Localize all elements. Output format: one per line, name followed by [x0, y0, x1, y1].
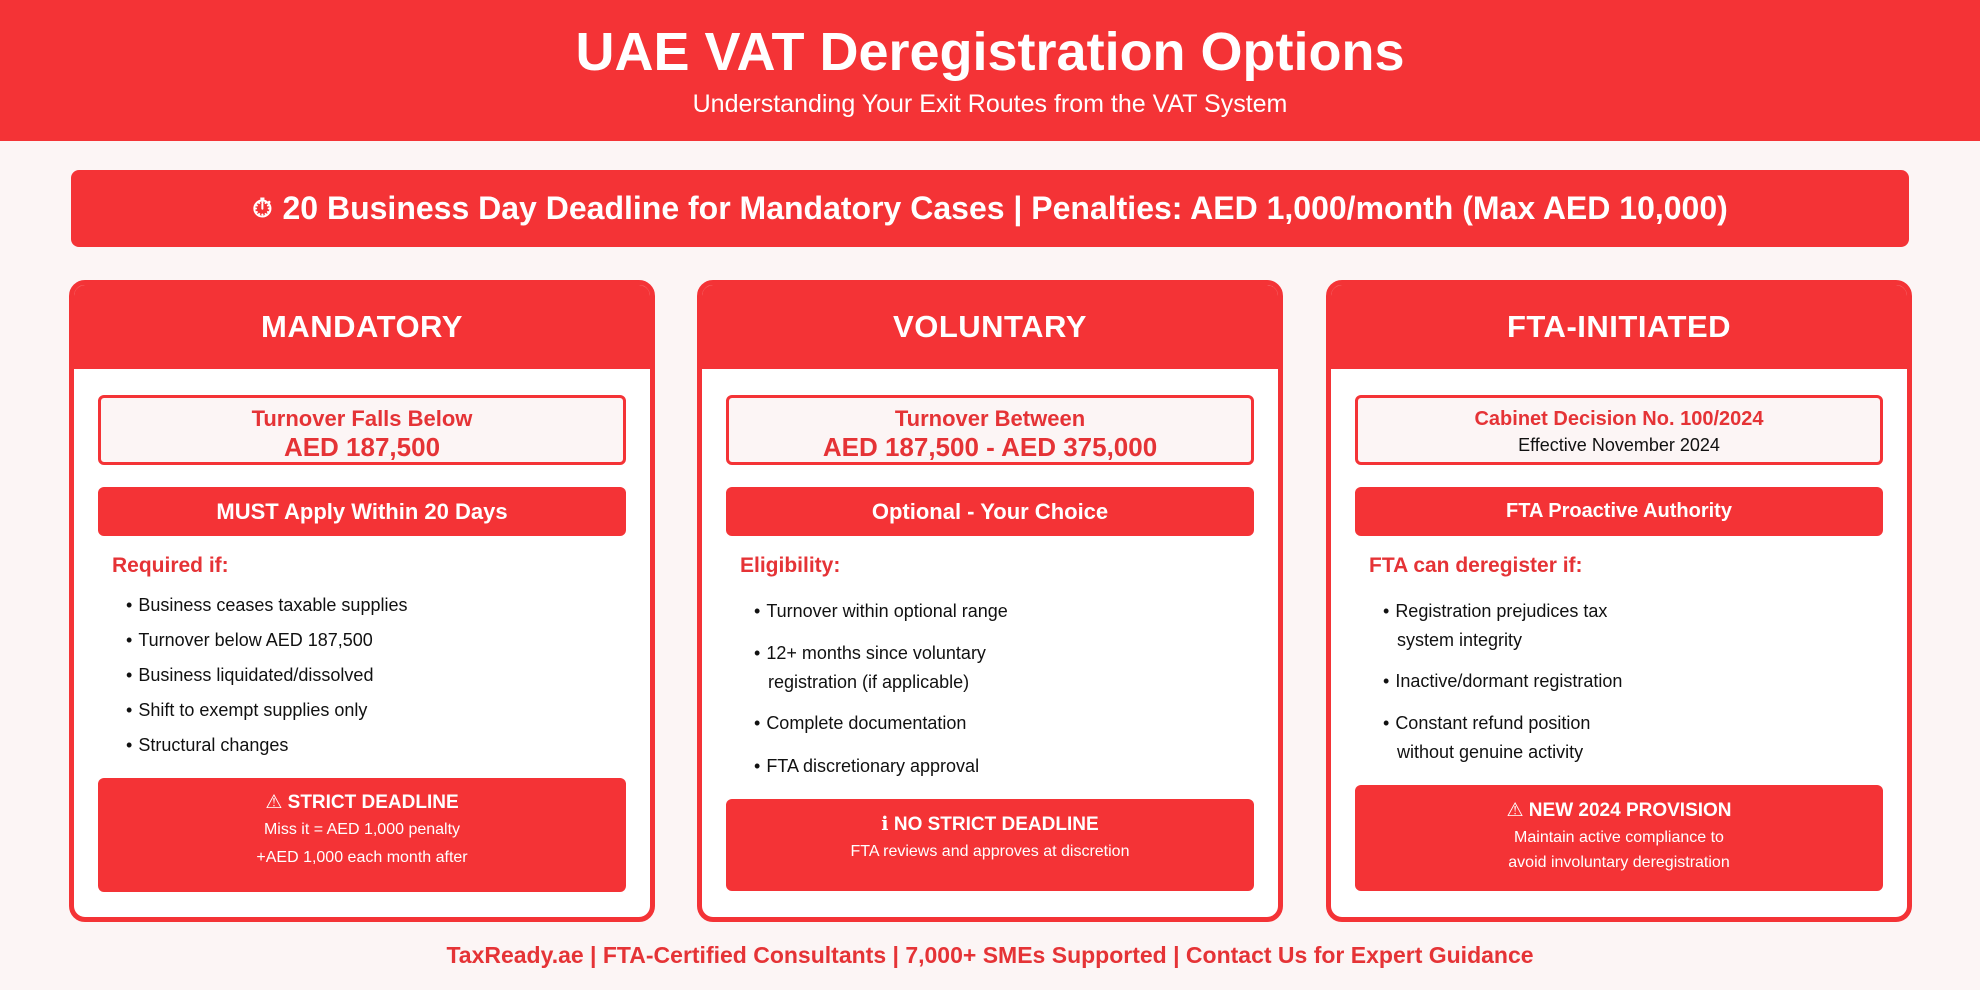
alert-line: Maintain active compliance to	[1514, 829, 1724, 846]
voluntary-threshold-box	[726, 395, 1254, 465]
threshold-value: AED 187,500	[283, 432, 441, 462]
fta-card-title: FTA-INITIATED	[1331, 285, 1907, 369]
list-item: • Turnover within optional range	[754, 601, 1008, 621]
alert-line: FTA reviews and approves at discretion	[850, 843, 1130, 860]
list-item: • Registration prejudices tax system integrity	[1383, 601, 1608, 650]
threshold-value: Effective November 2024	[1518, 435, 1720, 455]
list-item: • Complete documentation	[754, 713, 967, 733]
list-item: • Inactive/dormant registration	[1383, 671, 1623, 691]
alert-line: Miss it = AED 1,000 penalty	[263, 821, 461, 838]
mandatory-card	[69, 280, 655, 922]
list-item: • 12+ months since voluntary registration (if applicable)	[754, 643, 986, 692]
page-header	[0, 0, 1980, 141]
voluntary-card-title: VOLUNTARY	[702, 285, 1278, 369]
deadline-banner	[71, 170, 1909, 247]
mandatory-section-label: Required if:	[112, 554, 229, 577]
alert-title: ⚠ STRICT DEADLINE	[265, 792, 459, 813]
warning-icon: ⚠	[265, 792, 283, 813]
mandatory-threshold-box	[98, 395, 626, 465]
page-subtitle: Understanding Your Exit Routes from the VAT System	[692, 90, 1288, 118]
fta-section-label: FTA can deregister if:	[1369, 554, 1583, 577]
list-item: • Shift to exempt supplies only	[126, 700, 368, 720]
list-item: • Structural changes	[126, 735, 289, 755]
list-item: • Constant refund position without genuine activity	[1383, 713, 1591, 762]
clock-icon: ⏱	[252, 192, 273, 223]
page-title: UAE VAT Deregistration Options	[575, 22, 1405, 82]
strict-deadline-alert	[98, 778, 626, 892]
alert-title: ℹ NO STRICT DEADLINE	[881, 814, 1099, 835]
alert-title: ⚠ NEW 2024 PROVISION	[1506, 800, 1732, 821]
voluntary-pill: Optional - Your Choice	[726, 487, 1254, 536]
alert-line: +AED 1,000 each month after	[256, 849, 468, 866]
deadline-banner-text: 20 Business Day Deadline for Mandatory Cases | Penalties: AED 1,000/month (Max AED 10,000)	[282, 190, 1728, 226]
fta-pill: FTA Proactive Authority	[1355, 487, 1883, 536]
warning-icon: ⚠	[1506, 800, 1524, 821]
mandatory-card-title: MANDATORY	[74, 285, 650, 369]
new-provision-alert	[1355, 785, 1883, 891]
threshold-label: Turnover Between	[894, 406, 1086, 431]
list-item: • Turnover below AED 187,500	[126, 630, 373, 650]
list-item: • Business liquidated/dissolved	[126, 665, 374, 685]
no-strict-deadline-alert	[726, 799, 1254, 891]
fta-threshold-box	[1355, 395, 1883, 465]
threshold-label: Cabinet Decision No. 100/2024	[1474, 408, 1764, 430]
fta-initiated-card	[1326, 280, 1912, 922]
list-item: • Business ceases taxable supplies	[126, 595, 408, 615]
voluntary-section-label: Eligibility:	[740, 554, 841, 577]
threshold-value: AED 187,500 - AED 375,000	[822, 432, 1158, 462]
footer-contact-line: TaxReady.ae | FTA-Certified Consultants | 7,000+ SMEs Supported | Contact Us for Expert Guidance	[446, 942, 1534, 968]
list-item: • FTA discretionary approval	[754, 756, 980, 776]
alert-line: avoid involuntary deregistration	[1508, 854, 1730, 871]
threshold-label: Turnover Falls Below	[251, 406, 473, 431]
mandatory-pill: MUST Apply Within 20 Days	[98, 487, 626, 536]
voluntary-card	[697, 280, 1283, 922]
info-icon: ℹ	[881, 814, 889, 835]
